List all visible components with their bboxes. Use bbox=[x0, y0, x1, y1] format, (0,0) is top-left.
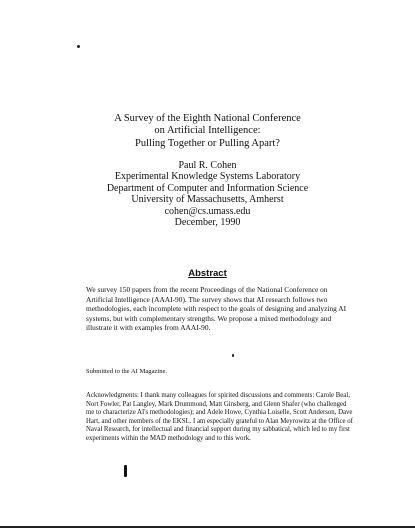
paper-title bbox=[0, 113, 415, 150]
author-lab: Experimental Knowledge Systems Laboratory bbox=[114, 171, 301, 183]
scan-speck bbox=[77, 45, 80, 48]
submission-note: Submitted to the AI Magazine. bbox=[86, 368, 168, 375]
author-university: University of Massachusetts, Amherst bbox=[131, 194, 284, 206]
abstract-text: We survey 150 papers from the recent Proceedings of the National Conference on Artificial Intelligence (AAAI-90). The survey shows that AI research follows two methodologies, each incomplete with respect to the goals of designing and analyzing AI systems, but with complementary strengths. We propose a mixed methodology and illustrate it with examples from AAAI-90. bbox=[86, 285, 347, 333]
title-line-2: on Artificial Intelligence: bbox=[154, 125, 261, 137]
title-line-1: A Survey of the Eighth National Conference bbox=[114, 113, 301, 124]
scan-speck bbox=[232, 354, 234, 357]
acknowledgments: Acknowledgments: I thank many colleagues for spirited discussions and comments: Carole Beal, Nort Fowler, Pat Langley, Mark Drummond, Matt Ginsberg, and Glenn Shafer (who challenged me to characterize AI's methodologies); and Adele Howe, Cynthia Loiselle, Scott Anderson, Dave Hart, and other members of the EKSL. I am especially grateful to Alan Meyrowitz at the Office of Naval Research, for intellectual and financial support during my sabbatical, which led to my first experiments within the MAD methodology and to this work. bbox=[86, 392, 353, 442]
author-name: Paul R. Cohen bbox=[178, 160, 237, 171]
author-block bbox=[0, 160, 415, 217]
page-bottom-rule bbox=[0, 526, 415, 528]
title-line-3: Pulling Together or Pulling Apart? bbox=[135, 137, 280, 149]
paper-date: December, 1990 bbox=[174, 217, 241, 228]
author-department: Department of Computer and Information Science bbox=[106, 182, 309, 194]
author-email: cohen@cs.umass.edu bbox=[164, 205, 251, 217]
abstract-heading: Abstract bbox=[188, 268, 227, 279]
scan-mark bbox=[124, 465, 127, 477]
